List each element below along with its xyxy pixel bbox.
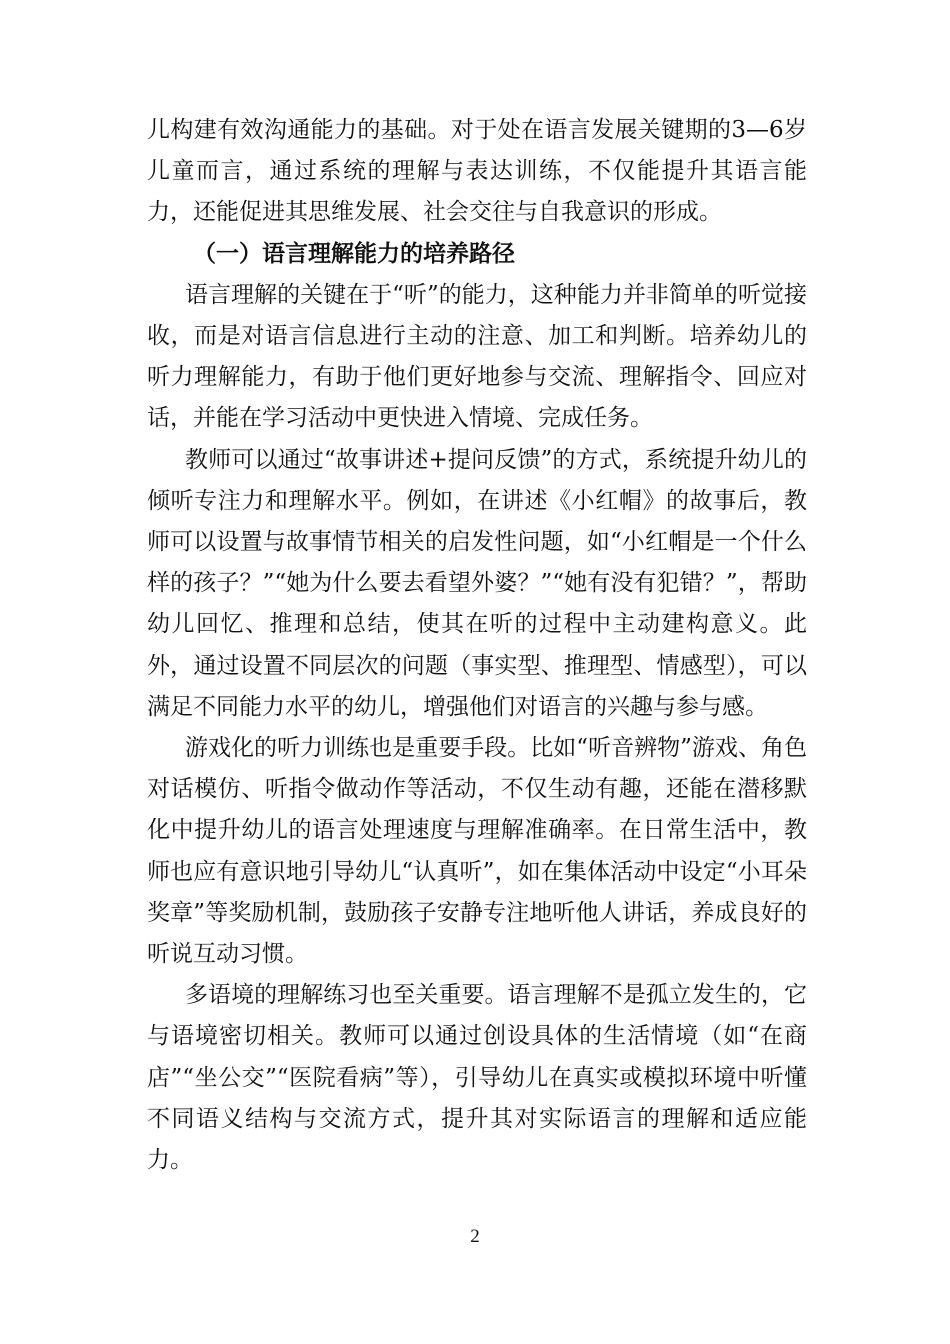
section-heading: （一）语言理解能力的培养路径 bbox=[193, 240, 515, 267]
paragraph-intro-continued: 儿构建有效沟通能力的基础。对于处在语言发展关键期的3—6岁儿童而言，通过系统的理解与表达训练，不仅能提升其语言能力，还能促进其思维发展、社会交往与自我意识的形成。 bbox=[147, 117, 807, 226]
paragraph-listening-key: 语言理解的关键在于“听”的能力，这种能力并非简单的听觉接收，而是对语言信息进行主动的注意、加工和判断。培养幼儿的听力理解能力，有助于他们更好地参与交流、理解指令、回应对话，并能在学习活动中更快进入情境、完成任务。 bbox=[147, 281, 807, 432]
page-body bbox=[147, 110, 807, 1181]
page-number: 2 bbox=[470, 1226, 480, 1247]
paragraph-game-training: 游戏化的听力训练也是重要手段。比如“听音辨物”游戏、角色对话模仿、听指令做动作等活动，不仅生动有趣，还能在潜移默化中提升幼儿的语言处理速度与理解准确率。在日常生活中，教师也应有意识地引导幼儿“认真听”，如在集体活动中设定“小耳朵奖章”等奖励机制，鼓励孩子安静专注地听他人讲话，养成良好的听说互动习惯。 bbox=[147, 735, 807, 968]
paragraph-context-practice: 多语境的理解练习也至关重要。语言理解不是孤立发生的，它与语境密切相关。教师可以通过创设具体的生活情境（如“在商店”“坐公交”“医院看病”等），引导幼儿在真实或模拟环境中听懂不同语义结构与交流方式，提升其对实际语言的理解和适应能力。 bbox=[147, 982, 807, 1174]
paragraph-story-questions: 教师可以通过“故事讲述+提问反馈”的方式，系统提升幼儿的倾听专注力和理解水平。例如，在讲述《小红帽》的故事后，教师可以设置与故事情节相关的启发性问题，如“小红帽是一个什么样的孩子？”“她为什么要去看望外婆？”“她有没有犯错？”，帮助幼儿回忆、推理和总结，使其在听的过程中主动建构意义。此外，通过设置不同层次的问题（事实型、推理型、情感型），可以满足不同能力水平的幼儿，增强他们对语言的兴趣与参与感。 bbox=[147, 446, 807, 720]
